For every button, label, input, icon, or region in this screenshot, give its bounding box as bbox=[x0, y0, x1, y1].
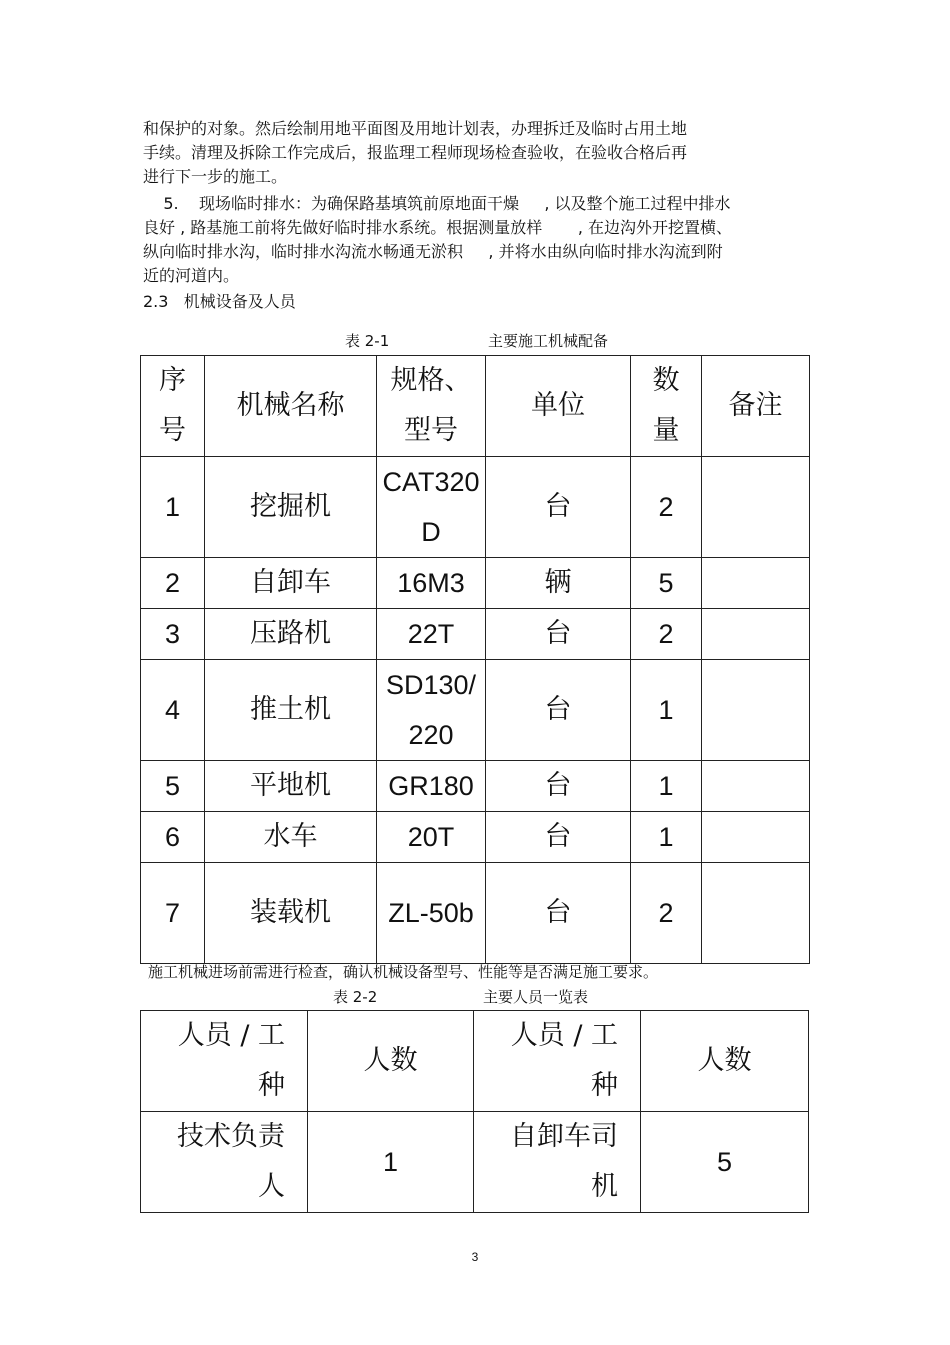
cell-machine: 水车 bbox=[205, 812, 377, 863]
text-line: 良好 , 路基施工前将先做好临时排水系统。根据测量放样 , 在边沟外开挖置横、 bbox=[143, 218, 733, 237]
cell-quantity: 2 bbox=[631, 609, 702, 660]
cell-machine: 推土机 bbox=[205, 660, 377, 761]
section-heading: 2.3 机械设备及人员 bbox=[143, 292, 296, 311]
table1-caption-number: 表 2-1 bbox=[345, 332, 390, 350]
paragraph-site-clearing bbox=[143, 117, 803, 189]
header-cell bbox=[641, 1011, 809, 1112]
header-cell bbox=[308, 1011, 474, 1112]
cell-remark bbox=[702, 660, 810, 761]
cell-quantity: 1 bbox=[631, 812, 702, 863]
table-row bbox=[141, 457, 810, 558]
cell-seq: 2 bbox=[141, 558, 205, 609]
text-line: 和保护的对象。然后绘制用地平面图及用地计划表，办理拆迁及临时占用土地 bbox=[143, 119, 688, 138]
table-row bbox=[141, 1112, 809, 1213]
cell-quantity: 1 bbox=[631, 660, 702, 761]
cell-quantity: 2 bbox=[631, 457, 702, 558]
cell-model-text: CAT320D bbox=[382, 467, 480, 547]
cell-remark bbox=[702, 863, 810, 964]
table-row bbox=[141, 812, 810, 863]
table2-caption-number: 表 2-2 bbox=[333, 988, 378, 1006]
cell-count: 5 bbox=[641, 1112, 809, 1213]
header-count: 人数 bbox=[697, 1045, 752, 1076]
header-role: 人员 / 工种 bbox=[510, 1020, 618, 1101]
personnel-table bbox=[140, 1010, 809, 1213]
table-row bbox=[141, 660, 810, 761]
cell-role-text: 技术负责人 bbox=[177, 1121, 285, 1202]
cell-seq: 3 bbox=[141, 609, 205, 660]
cell-machine: 平地机 bbox=[205, 761, 377, 812]
header-count: 人数 bbox=[363, 1045, 418, 1076]
cell-unit: 台 bbox=[486, 457, 631, 558]
cell-role bbox=[474, 1112, 641, 1213]
table-header-row bbox=[141, 1011, 809, 1112]
header-machine-name: 机械名称 bbox=[236, 390, 345, 421]
table-row bbox=[141, 558, 810, 609]
cell-unit: 台 bbox=[486, 812, 631, 863]
cell-model bbox=[377, 660, 486, 761]
header-cell bbox=[205, 356, 377, 457]
cell-model-text: ZL-50b bbox=[388, 898, 474, 928]
cell-seq: 7 bbox=[141, 863, 205, 964]
header-cell bbox=[702, 356, 810, 457]
text-line: 近的河道内。 bbox=[143, 266, 240, 285]
cell-unit: 台 bbox=[486, 761, 631, 812]
cell-remark bbox=[702, 558, 810, 609]
cell-machine: 压路机 bbox=[205, 609, 377, 660]
cell-role bbox=[141, 1112, 308, 1213]
text-line: 进行下一步的施工。 bbox=[143, 167, 288, 186]
inspection-note: 施工机械进场前需进行检查，确认机械设备型号、性能等是否满足施工要求。 bbox=[148, 963, 659, 981]
text-line: 纵向临时排水沟，临时排水沟流水畅通无淤积 , 并将水由纵向临时排水沟流到附 bbox=[143, 242, 723, 261]
header-cell bbox=[474, 1011, 641, 1112]
table-header-row bbox=[141, 356, 810, 457]
cell-seq: 5 bbox=[141, 761, 205, 812]
header-seq: 序号 bbox=[159, 365, 186, 446]
table-row bbox=[141, 761, 810, 812]
header-remark: 备注 bbox=[728, 390, 783, 421]
text-line: 5. 现场临时排水：为确保路基填筑前原地面干燥 , 以及整个施工过程中排水 bbox=[143, 194, 731, 213]
cell-model-text: SD130/220 bbox=[385, 670, 477, 750]
cell-quantity: 5 bbox=[631, 558, 702, 609]
cell-remark bbox=[702, 457, 810, 558]
cell-model: GR180 bbox=[377, 761, 486, 812]
header-role: 人员 / 工种 bbox=[177, 1020, 285, 1101]
cell-seq: 1 bbox=[141, 457, 205, 558]
table-row bbox=[141, 863, 810, 964]
header-cell bbox=[141, 356, 205, 457]
cell-remark bbox=[702, 812, 810, 863]
cell-model bbox=[377, 457, 486, 558]
cell-quantity: 1 bbox=[631, 761, 702, 812]
table1-caption-title: 主要施工机械配备 bbox=[488, 332, 609, 350]
cell-unit: 辆 bbox=[486, 558, 631, 609]
page-number: 3 bbox=[471, 1250, 479, 1264]
cell-model: 20T bbox=[377, 812, 486, 863]
text-line: 手续。清理及拆除工作完成后，报监理工程师现场检查验收，在验收合格后再 bbox=[143, 143, 688, 162]
header-model: 规格、型号 bbox=[390, 365, 472, 446]
header-unit: 单位 bbox=[531, 390, 585, 421]
header-cell bbox=[141, 1011, 308, 1112]
machinery-table bbox=[140, 355, 810, 964]
cell-remark bbox=[702, 761, 810, 812]
cell-quantity: 2 bbox=[631, 863, 702, 964]
cell-seq: 4 bbox=[141, 660, 205, 761]
paragraph-temporary-drainage bbox=[143, 192, 803, 288]
cell-unit: 台 bbox=[486, 609, 631, 660]
header-cell bbox=[631, 356, 702, 457]
cell-machine: 装载机 bbox=[205, 863, 377, 964]
cell-unit: 台 bbox=[486, 660, 631, 761]
cell-seq: 6 bbox=[141, 812, 205, 863]
cell-model: 16M3 bbox=[377, 558, 486, 609]
cell-machine: 挖掘机 bbox=[205, 457, 377, 558]
cell-machine: 自卸车 bbox=[205, 558, 377, 609]
header-cell bbox=[486, 356, 631, 457]
cell-model: 22T bbox=[377, 609, 486, 660]
cell-unit: 台 bbox=[486, 863, 631, 964]
header-cell bbox=[377, 356, 486, 457]
cell-role-text: 自卸车司机 bbox=[510, 1121, 618, 1202]
cell-model bbox=[377, 863, 486, 964]
table2-caption-title: 主要人员一览表 bbox=[483, 988, 589, 1006]
header-quantity: 数量 bbox=[652, 365, 680, 446]
cell-count: 1 bbox=[308, 1112, 474, 1213]
table-row bbox=[141, 609, 810, 660]
cell-remark bbox=[702, 609, 810, 660]
